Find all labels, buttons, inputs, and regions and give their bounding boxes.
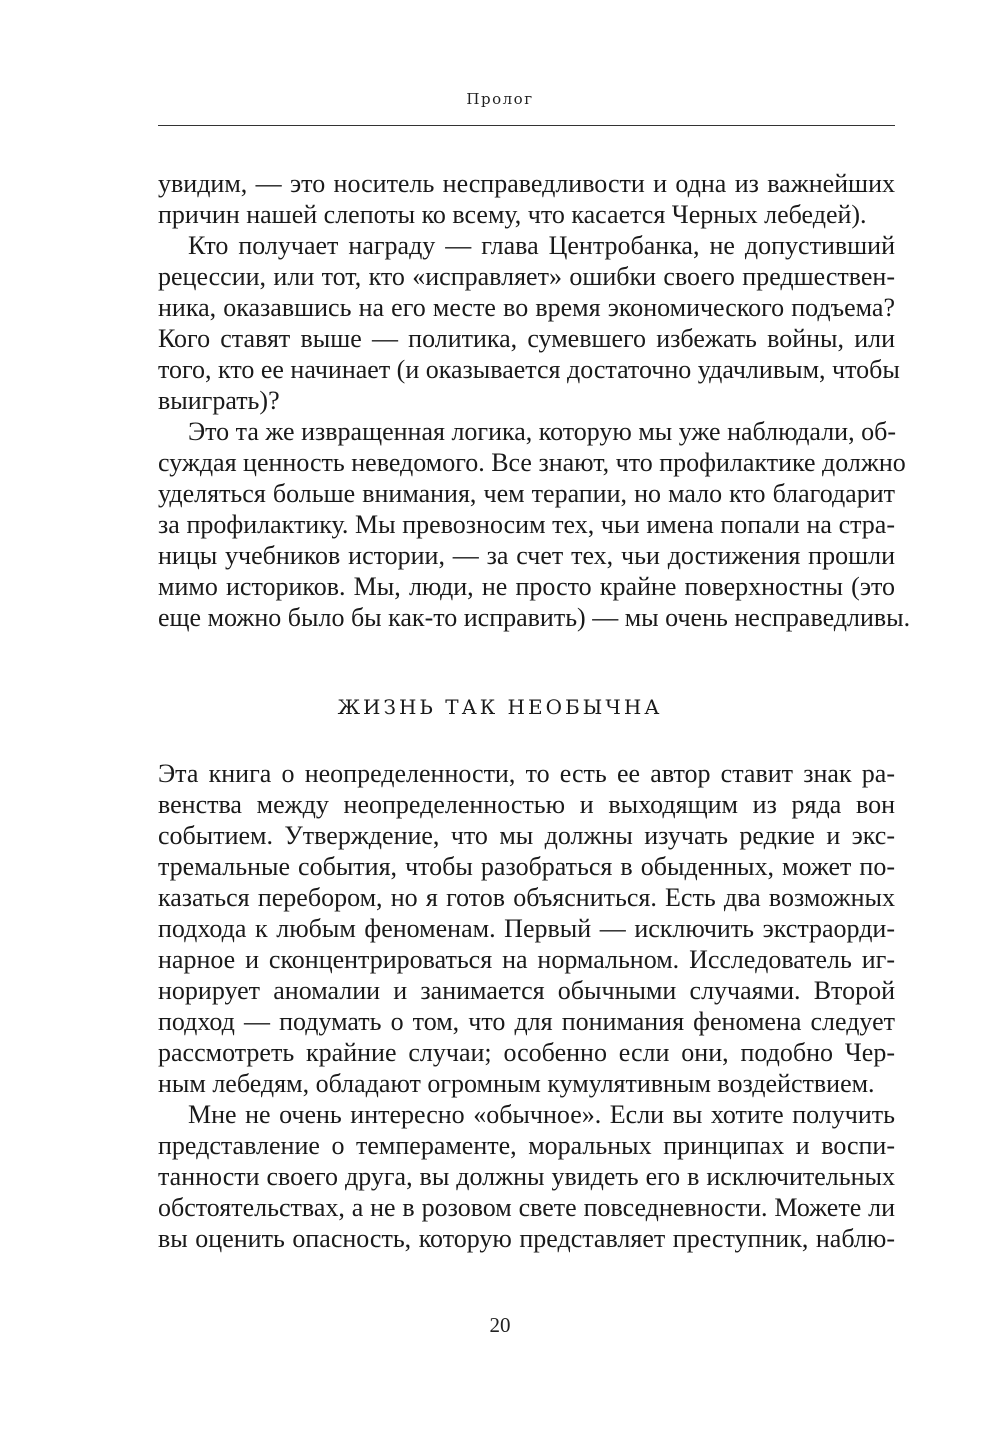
text-line: подход — подумать о том, что для понимания феномена следует: [158, 1007, 895, 1036]
text-line: Это та же извращенная логика, которую мы уже наблюдали, об-: [188, 417, 896, 446]
section-heading: ЖИЗНЬ ТАК НЕОБЫЧНА: [337, 695, 663, 719]
text-line: мимо историков. Мы, люди, не просто крайне поверхностны (это: [158, 572, 895, 601]
paragraph: [158, 1099, 895, 1254]
text-line: еще можно было бы как-то исправить) — мы очень несправедливы.: [158, 603, 911, 632]
text-line: выиграть)?: [158, 386, 280, 415]
text-line: казаться перебором, но я готов объясниться. Есть два возможных: [158, 883, 895, 912]
header-rule: [158, 125, 895, 126]
text-line: норирует аномалии и занимается обычными случаями. Второй: [158, 976, 895, 1005]
text-line: Кто получает награду — глава Центробанка, не допустивший: [188, 231, 895, 260]
text-line: ника, оказавшись на его месте во время экономического подъема?: [158, 293, 895, 322]
text-line: обстоятельствах, а не в розовом свете повседневности. Можете ли: [158, 1193, 895, 1222]
text-line: ным лебедям, обладают огромным кумулятивным воздействием.: [158, 1069, 875, 1098]
body-text-bottom: [158, 758, 895, 1254]
text-line: причин нашей слепоты ко всему, что касается Черных лебедей).: [158, 200, 867, 229]
text-line: вы оценить опасность, которую представляет преступник, наблю-: [158, 1224, 895, 1253]
text-line: венства между неопределенностью и выходящим из ряда вон: [158, 790, 895, 819]
text-line: суждая ценность неведомого. Все знают, что профилактике должно: [158, 448, 906, 477]
text-line: тремальные события, чтобы разобраться в обыденных, может по-: [158, 852, 895, 881]
text-line: представление о темпераменте, моральных принципах и воспи-: [158, 1131, 895, 1160]
text-line: танности своего друга, вы должны увидеть его в исключительных: [158, 1162, 895, 1191]
text-line: Эта книга о неопределенности, то есть ее автор ставит знак ра-: [158, 759, 895, 788]
paragraph: [158, 416, 911, 633]
page-number: 20: [489, 1313, 511, 1337]
text-line: того, кто ее начинает (и оказывается достаточно удачливым, чтобы: [158, 355, 900, 384]
text-line: ницы учебников истории, — за счет тех, чьи достижения прошли: [158, 541, 895, 570]
text-line: подхода к любым феноменам. Первый — исключить экстраорди-: [158, 914, 895, 943]
text-line: нарное и сконцентрироваться на нормальном. Исследователь иг-: [158, 945, 895, 974]
body-text-top: [158, 168, 911, 633]
paragraph: [158, 230, 900, 416]
text-line: увидим, — это носитель несправедливости и одна из важнейших: [158, 169, 895, 198]
text-line: Мне не очень интересно «обычное». Если вы хотите получить: [188, 1100, 895, 1129]
text-line: уделяться больше внимания, чем терапии, но мало кто благодарит: [158, 479, 895, 508]
text-line: рецессии, или тот, кто «исправляет» ошибки своего предшествен-: [158, 262, 895, 291]
text-line: событием. Утверждение, что мы должны изучать редкие и экс-: [158, 821, 895, 850]
text-line: за профилактику. Мы превозносим тех, чьи имена попали на стра-: [158, 510, 895, 539]
running-head: Пролог: [466, 90, 534, 108]
paragraph: [158, 168, 895, 230]
text-line: рассмотреть крайние случаи; особенно если они, подобно Чер-: [158, 1038, 895, 1067]
paragraph: [158, 758, 895, 1099]
text-line: Кого ставят выше — политика, сумевшего избежать войны, или: [158, 324, 895, 353]
